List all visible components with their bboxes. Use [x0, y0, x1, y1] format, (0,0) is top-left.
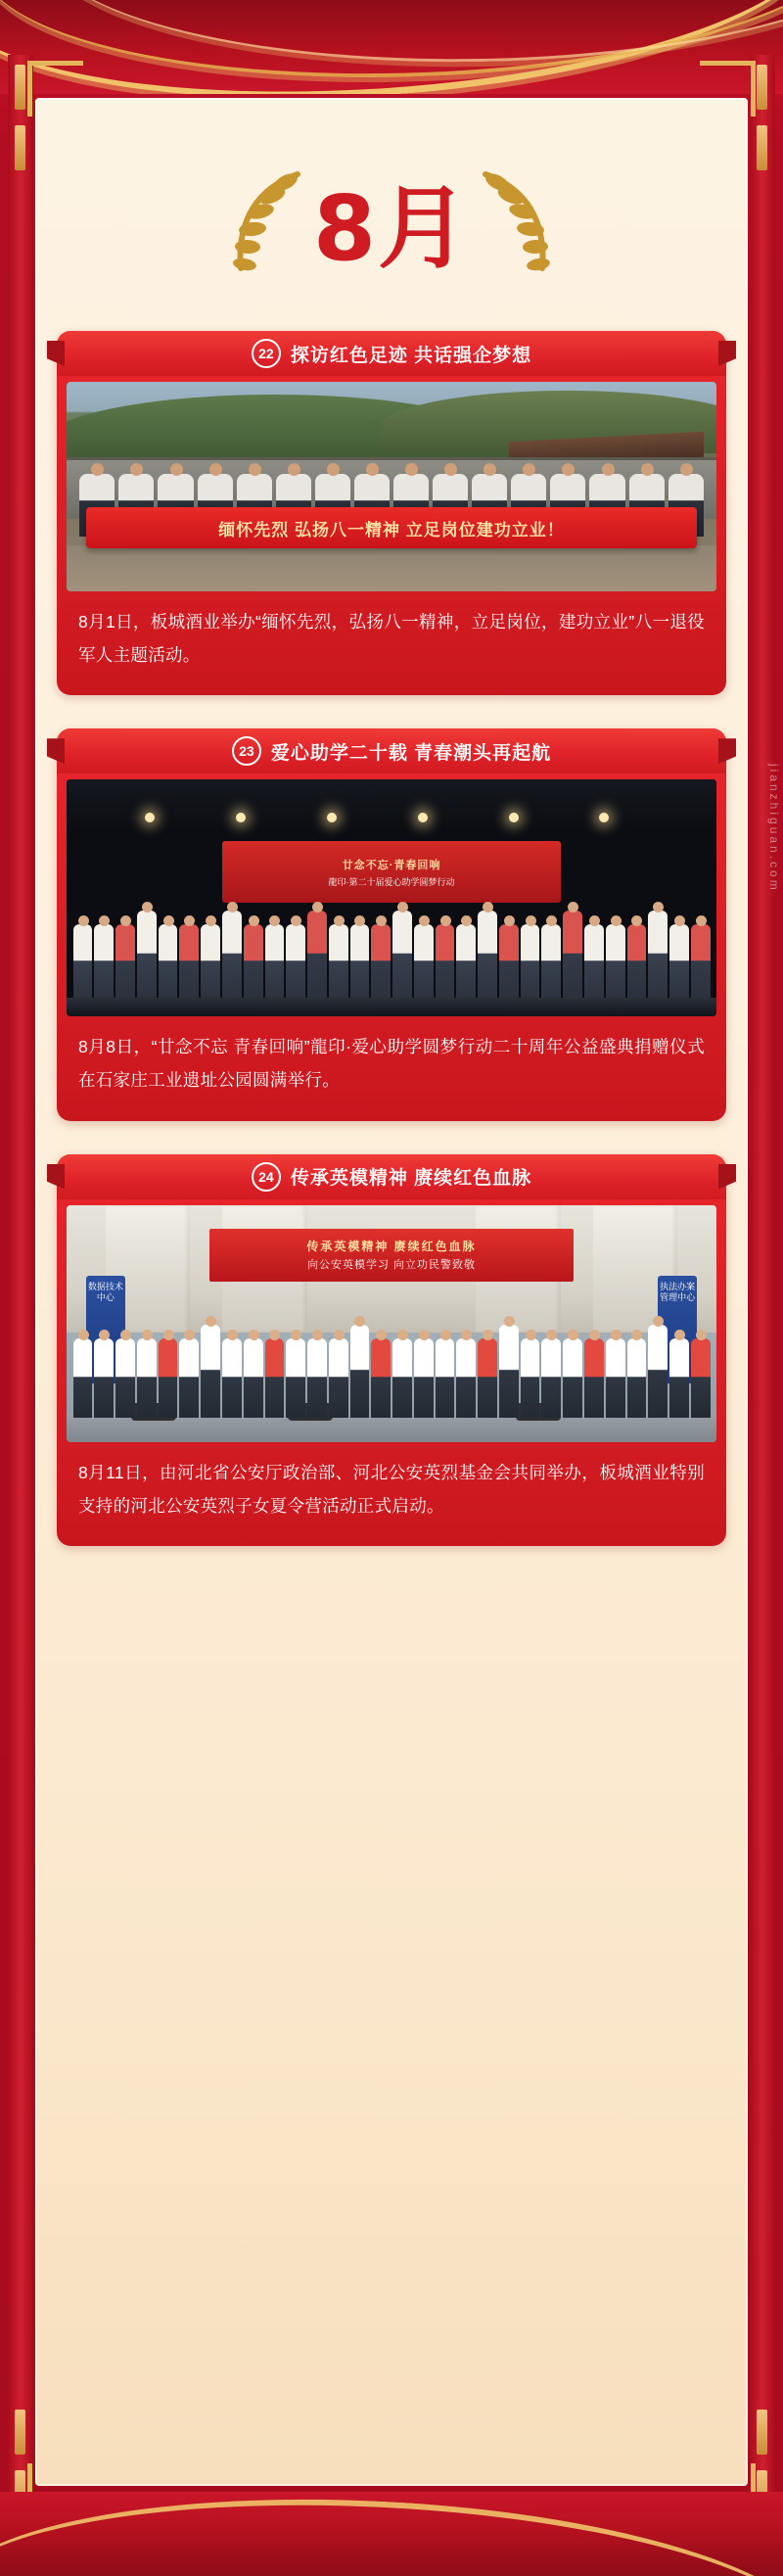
photo-sign-right: 执法办案管理中心 — [658, 1276, 697, 1383]
photo-red-banner — [86, 507, 697, 548]
photo-banner-line2: 向公安英模学习 向立功民警致敬 — [306, 1259, 477, 1272]
top-ornament — [0, 0, 783, 94]
event-photo — [67, 1205, 716, 1442]
photo-stage-floor — [67, 998, 716, 1016]
event-caption: 8月1日，板城酒业举办“缅怀先烈，弘扬八一精神，立足岗位，建功立业”八一退役军人主题活动。 — [78, 612, 705, 666]
event-card[interactable] — [57, 331, 726, 695]
event-caption: 8月8日，“廿念不忘 青春回响”龍印·爱心助学圆梦行动二十周年公益盛典捐赠仪式在石家庄工业遗址公园圆满举行。 — [78, 1037, 705, 1091]
photo-screen-line2: 龍印·第二十届爱心助学圆梦行动 — [328, 876, 455, 887]
laurel-right-icon — [474, 166, 568, 292]
photo-screen-line1: 廿念不忘·青春回响 — [342, 859, 441, 871]
rail-tick — [15, 65, 25, 110]
bottom-ornament — [0, 2492, 783, 2576]
event-caption: 8月11日，由河北省公安厅政治部、河北公安英烈基金会共同举办，板城酒业特别支持的河北公安英烈子女夏令营活动正式启动。 — [78, 1462, 705, 1516]
photo-red-banner — [209, 1229, 574, 1282]
content-panel — [35, 98, 748, 2486]
event-photo — [67, 382, 716, 591]
event-card-list — [57, 331, 726, 1546]
event-photo — [67, 779, 716, 1016]
event-number-badge: 22 — [252, 339, 281, 368]
event-title: 爱心助学二十载 青春潮头再起航 — [270, 742, 552, 764]
rail-tick — [757, 65, 767, 110]
rail-tick — [15, 2410, 25, 2455]
photo-banner-line1: 传承英模精神 赓续红色血脉 — [306, 1240, 477, 1254]
rail-tick — [757, 2410, 767, 2455]
month-header — [196, 161, 587, 298]
event-ribbon-header — [57, 331, 726, 376]
event-title: 探访红色足迹 共话强企梦想 — [290, 345, 532, 366]
event-ribbon-header — [57, 1154, 726, 1199]
right-rail — [750, 55, 775, 2525]
photo-people-row — [73, 1319, 711, 1419]
photo-people-row — [73, 903, 711, 1003]
event-number-badge: 23 — [232, 736, 261, 766]
gold-swoosh-bottom — [0, 2492, 783, 2576]
page-title: 8月 — [312, 176, 470, 281]
event-title: 传承英模精神 赓续红色血脉 — [290, 1168, 532, 1189]
photo-stage-screen — [222, 841, 560, 903]
rail-tick — [757, 125, 767, 170]
event-card[interactable] — [57, 728, 726, 1120]
photo-stage-truss — [67, 779, 716, 831]
watermark: jianzhiguan.com — [767, 764, 781, 893]
event-number-badge: 24 — [252, 1162, 281, 1192]
event-card[interactable] — [57, 1154, 726, 1546]
rail-tick — [15, 125, 25, 170]
photo-sign-left: 数据技术中心 — [86, 1276, 125, 1383]
photo-ground — [67, 545, 716, 591]
laurel-left-icon — [215, 166, 309, 292]
left-rail — [8, 55, 33, 2525]
event-ribbon-header — [57, 728, 726, 773]
photo-banner-text: 缅怀先烈 弘扬八一精神 立足岗位建功立业！ — [218, 520, 565, 539]
